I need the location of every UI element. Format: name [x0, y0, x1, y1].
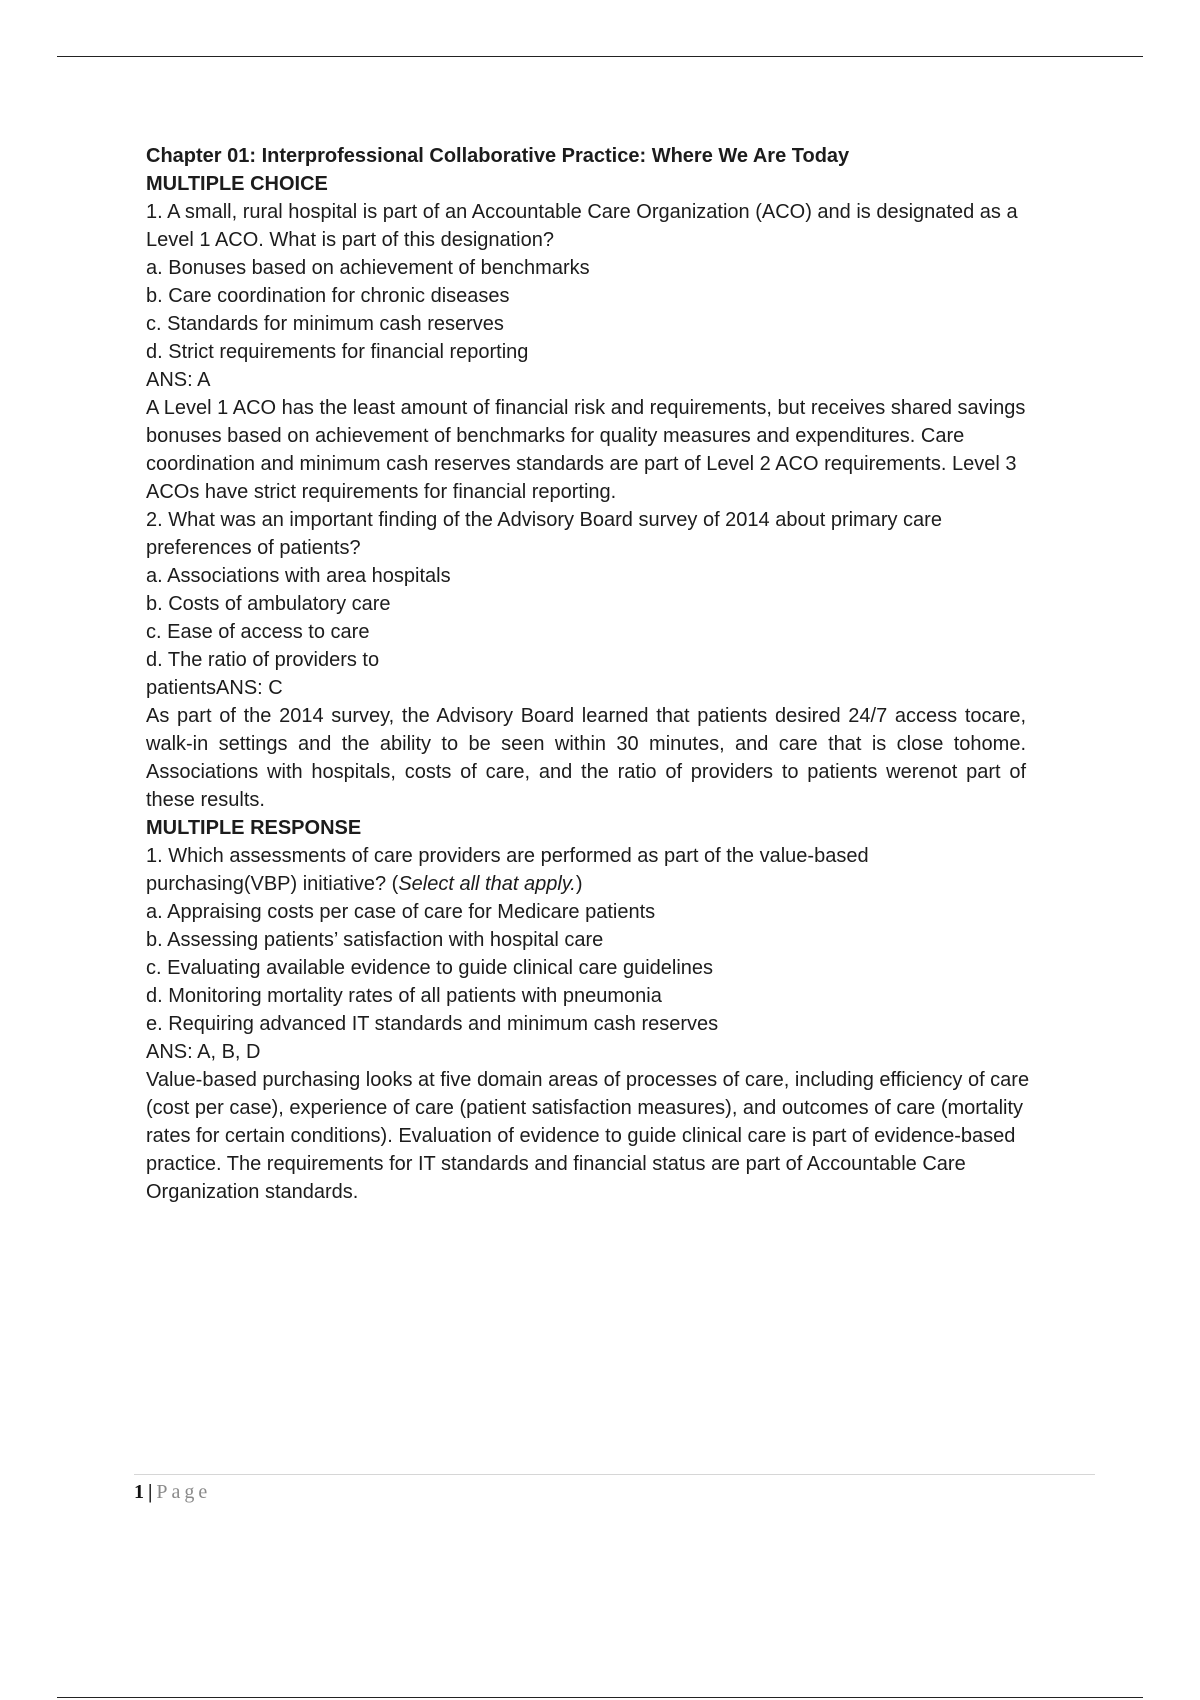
page-footer: [134, 1479, 211, 1505]
page-separator: |: [148, 1481, 153, 1503]
page-label: Page: [156, 1481, 212, 1503]
multiple-response-heading: MULTIPLE RESPONSE: [146, 817, 362, 839]
mr-q1-stem-italic: Select all that apply.: [398, 873, 576, 895]
bottom-rule: [57, 1697, 1143, 1698]
mr-q1-option-d: d. Monitoring mortality rates of all patients with pneumonia: [146, 985, 662, 1007]
footer-rule: [134, 1474, 1095, 1475]
mc-q1-option-c: c. Standards for minimum cash reserves: [146, 313, 504, 335]
mc-q1-stem: 1. A small, rural hospital is part of an Accountable Care Organization (ACO) and is designated as a Level 1 ACO. What is part of this designation?: [146, 201, 1018, 251]
mr-q1-stem-main: 1. Which assessments of care providers are performed as part of the value-based purchasing(VBP) initiative? (: [146, 845, 869, 895]
mr-q1-stem-end: ): [575, 873, 583, 895]
mc-q1-option-d: d. Strict requirements for financial reporting: [146, 341, 529, 363]
mc-q2-stem: 2. What was an important finding of the Advisory Board survey of 2014 about primary care preferences of patients?: [146, 509, 942, 559]
mr-q1-rationale: Value-based purchasing looks at five domain areas of processes of care, including efficiency of care (cost per case), experience of care (patient satisfaction measures), and outcomes of care (mortality rates for certain conditions). Evaluation of evidence to guide clinical care is part of evidence-based practice. The requirements for IT standards and financial status are part of Accountable Care Organization standards.: [146, 1069, 1030, 1203]
mr-q1-option-c: c. Evaluating available evidence to guide clinical care guidelines: [146, 957, 714, 979]
mc-q1-rationale: A Level 1 ACO has the least amount of financial risk and requirements, but receives shared savings bonuses based on achievement of benchmarks for quality measures and expenditures. Care coordination and minimum cash reserves standards are part of Level 2 ACO requirements. Level 3 ACOs have strict requirements for financial reporting.: [146, 397, 1026, 503]
mr-q1-answer: ANS: A, B, D: [146, 1041, 261, 1063]
mc-q1-answer: ANS: A: [146, 369, 211, 391]
mc-q2-answer: patientsANS: C: [146, 677, 283, 699]
mc-q2-option-c: c. Ease of access to care: [146, 621, 370, 643]
page-number: 1: [134, 1481, 144, 1503]
multiple-choice-heading: MULTIPLE CHOICE: [146, 173, 328, 195]
mc-q2-option-a: a. Associations with area hospitals: [146, 565, 451, 587]
mc-q2-option-b: b. Costs of ambulatory care: [146, 593, 391, 615]
mc-q2-option-d: d. The ratio of providers to: [146, 649, 380, 671]
mc-q1-option-b: b. Care coordination for chronic diseases: [146, 285, 510, 307]
mc-q1-option-a: a. Bonuses based on achievement of benchmarks: [146, 257, 590, 279]
mr-q1-stem: [146, 842, 966, 898]
mc-q2-rationale: As part of the 2014 survey, the Advisory Board learned that patients desired 24/7 access tocare, walk-in settings and the ability to be seen within 30 minutes, and care that is close tohome. Associations with hospitals, costs of care, and the ratio of providers to patients werenot part of these results.: [146, 705, 1026, 811]
mr-q1-option-e: e. Requiring advanced IT standards and minimum cash reserves: [146, 1013, 719, 1035]
mr-q1-option-b: b. Assessing patients’ satisfaction with hospital care: [146, 929, 604, 951]
page-content: [146, 142, 1066, 1206]
mr-q1-option-a: a. Appraising costs per case of care for Medicare patients: [146, 901, 656, 923]
header-rule: [57, 56, 1143, 57]
chapter-title: Chapter 01: Interprofessional Collaborative Practice: Where We Are Today: [146, 145, 850, 167]
